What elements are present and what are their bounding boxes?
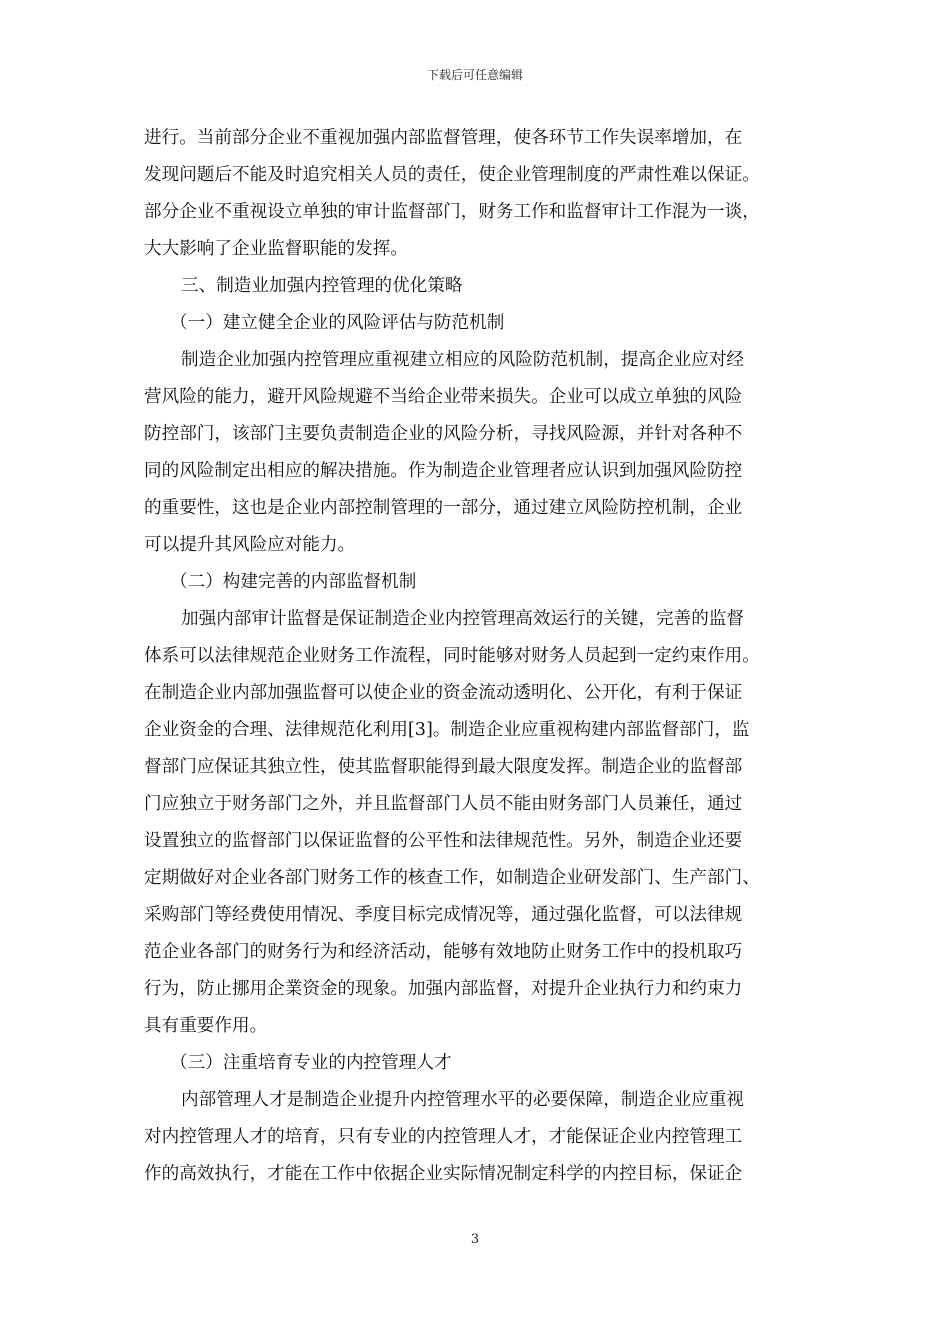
section-heading: 三、制造业加强内控管理的优化策略 (181, 276, 463, 296)
paragraph-line: 设置独立的监督部门以保证监督的公平性和法律规范性。另外，制造企业还要 (144, 831, 743, 851)
subsection-heading: （三）注重培育专业的内控管理人才 (170, 1053, 452, 1073)
paragraph-line: 采购部门等经费使用情况、季度目标完成情况等，通过强化监督，可以法律规 (144, 905, 743, 925)
paragraph-line: 营风险的能力，避开风险规避不当给企业带来损失。企业可以成立单独的风险 (144, 387, 743, 407)
paragraph-line: 定期做好对企业各部门财务工作的核查工作，如制造企业研发部门、生产部门、 (144, 868, 760, 888)
paragraph-line: 范企业各部门的财务行为和经济活动，能够有效地防止财务工作中的投机取巧 (144, 942, 743, 962)
paragraph-line: 可以提升其风险应对能力。 (144, 535, 356, 555)
paragraph-line: 企业资金的合理、法律规范化利用[3]。制造企业应重视构建内部监督部门，监 (144, 720, 750, 740)
paragraph-line: 同的风险制定出相应的解决措施。作为制造企业管理者应认识到加强风险防控 (144, 461, 743, 481)
subsection-heading: （二）构建完善的内部监督机制 (170, 572, 417, 592)
paragraph-line: 防控部门，该部门主要负责制造企业的风险分析，寻找风险源，并针对各种不 (144, 424, 743, 444)
paragraph-line: 具有重要作用。 (144, 1016, 268, 1036)
document-body (144, 120, 812, 1193)
paragraph-line: 部分企业不重视设立单独的审计监督部门，财务工作和监督审计工作混为一谈， (144, 202, 760, 222)
paragraph-line: 门应独立于财务部门之外，并且监督部门人员不能由财务部门人员兼任，通过 (144, 794, 743, 814)
page-number: 3 (470, 1232, 480, 1247)
subsection-heading: （一）建立健全企业的风险评估与防范机制 (170, 313, 505, 333)
paragraph-line: 加强内部审计监督是保证制造企业内控管理高效运行的关键，完善的监督 (181, 609, 745, 629)
paragraph-line: 对内控管理人才的培育，只有专业的内控管理人才，才能保证企业内控管理工 (144, 1127, 743, 1147)
paragraph-line: 督部门应保证其独立性，使其监督职能得到最大限度发挥。制造企业的监督部 (144, 757, 743, 777)
paragraph-line: 体系可以法律规范企业财务工作流程，同时能够对财务人员起到一定约束作用。 (144, 646, 760, 666)
paragraph-line: 在制造企业内部加强监督可以使企业的资金流动透明化、公开化，有利于保证 (144, 683, 743, 703)
paragraph-line: 的重要性，这也是企业内部控制管理的一部分，通过建立风险防控机制，企业 (144, 498, 743, 518)
paragraph-line: 内部管理人才是制造企业提升内控管理水平的必要保障，制造企业应重视 (181, 1090, 745, 1110)
paragraph-line: 行为，防止挪用企業资金的现象。加强内部监督，对提升企业执行力和约束力 (144, 979, 743, 999)
paragraph-line: 作的高效执行，才能在工作中依据企业实际情况制定科学的内控目标，保证企 (144, 1164, 743, 1184)
paragraph-line: 制造企业加强内控管理应重视建立相应的风险防范机制，提高企业应对经 (181, 350, 745, 370)
paragraph-line: 进行。当前部分企业不重视加强内部监督管理，使各环节工作失误率增加，在 (144, 128, 743, 148)
page-header: 下载后可任意编辑 (426, 68, 523, 82)
paragraph-line: 发现问题后不能及时追究相关人员的责任，使企业管理制度的严肃性难以保证。 (144, 165, 760, 185)
paragraph-line: 大大影响了企业监督职能的发挥。 (144, 239, 408, 259)
